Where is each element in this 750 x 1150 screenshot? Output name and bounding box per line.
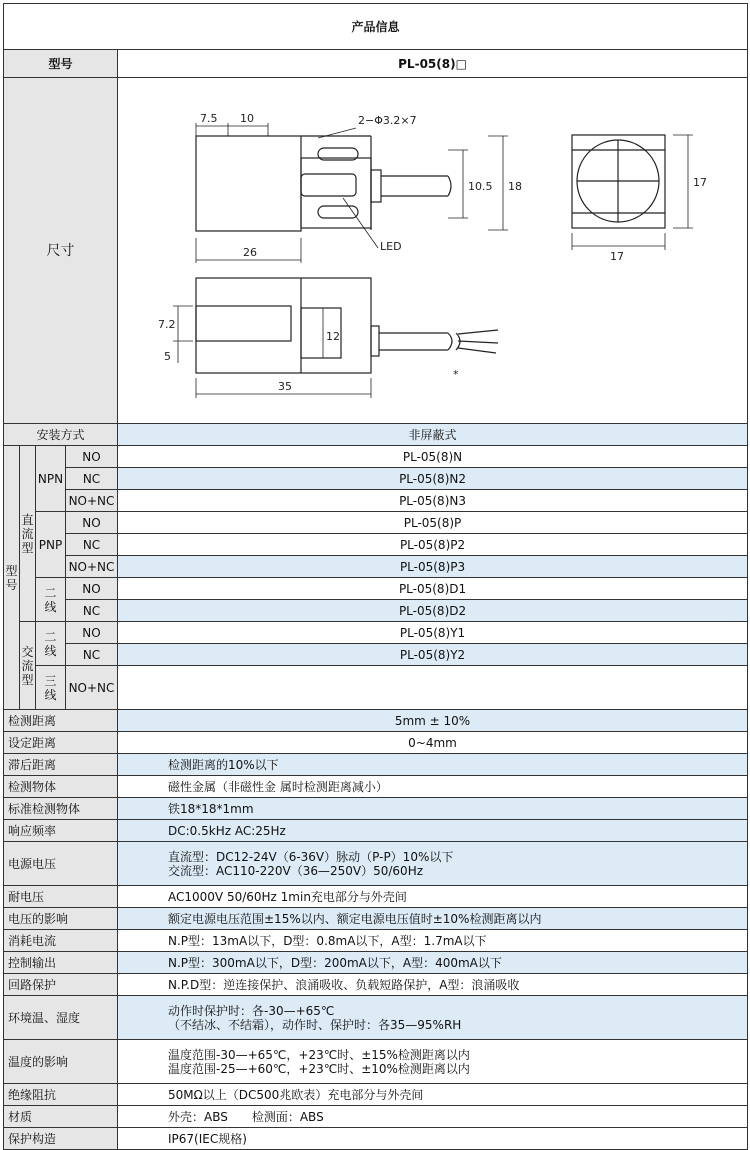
- npn-label: NPN: [36, 446, 66, 512]
- output-type: NO+NC: [66, 666, 118, 710]
- spec-value: [118, 710, 748, 732]
- spec-value-line: 0~4mm: [408, 735, 457, 750]
- spec-value-line: 直流型：DC12-24V（6-36V）脉动（P-P）10%以下: [168, 849, 454, 864]
- output-type: NC: [66, 534, 118, 556]
- dim-10-5: 10.5: [468, 180, 493, 193]
- spec-row: [4, 754, 748, 776]
- dim-17-h: 17: [693, 176, 707, 189]
- spec-row: [4, 820, 748, 842]
- output-type: NO+NC: [66, 490, 118, 512]
- model-number: PL-05(8)Y1: [118, 622, 748, 644]
- output-type: NO: [66, 446, 118, 468]
- spec-label: 回路保护: [4, 974, 118, 996]
- spec-value-line: DC:0.5kHz AC:25Hz: [168, 823, 286, 838]
- dim-18: 18: [508, 180, 522, 193]
- spec-value-line: 50MΩ以上（DC500兆欧表）充电部分与外壳间: [168, 1087, 424, 1102]
- spec-value: [118, 908, 748, 930]
- spec-value-line: 磁性金属（非磁性金 属时检测距离减小）: [168, 779, 388, 794]
- model-number: PL-05(8)D2: [118, 600, 748, 622]
- spec-label: 温度的影响: [4, 1040, 118, 1084]
- spec-label: 控制输出: [4, 952, 118, 974]
- spec-row: [4, 930, 748, 952]
- page-title: 产品信息: [4, 4, 748, 50]
- dimension-drawing: [118, 78, 748, 423]
- spec-value: [118, 820, 748, 842]
- spec-row: [4, 886, 748, 908]
- spec-value-line: 动作时保护时：各-30—+65℃: [168, 1003, 335, 1018]
- spec-value-line: （不结冰、不结霜），动作时、保护时：各35—95%RH: [168, 1017, 462, 1032]
- dim-7-2: 7.2: [158, 318, 176, 331]
- spec-row: [4, 1084, 748, 1106]
- model-number: PL-05(8)N2: [118, 468, 748, 490]
- spec-value-line: 铁18*18*1mm: [168, 801, 254, 816]
- output-type: NO: [66, 622, 118, 644]
- spec-label: 保护构造: [4, 1128, 118, 1150]
- spec-value-line: 交流型：AC110-220V（36—250V）50/60Hz: [168, 863, 424, 878]
- spec-value-line: N.P型：13mA以下，D型：0.8mA以下，A型：1.7mA以下: [168, 933, 487, 948]
- spec-value-line: 检测距离的10%以下: [168, 757, 279, 772]
- spec-value: [118, 952, 748, 974]
- spec-value: [118, 930, 748, 952]
- dim-5: 5: [164, 350, 171, 363]
- led-label: LED: [380, 240, 402, 253]
- ac-type-label: 交 流 型: [20, 622, 36, 710]
- ac-two-wire-label: 二 线: [36, 622, 66, 666]
- model-number: PL-05(8)Y2: [118, 644, 748, 666]
- dim-26: 26: [243, 246, 257, 259]
- output-type: NC: [66, 644, 118, 666]
- dim-7-5: 7.5: [200, 112, 218, 125]
- spec-label: 检测距离: [4, 710, 118, 732]
- spec-row: [4, 952, 748, 974]
- spec-label: 响应频率: [4, 820, 118, 842]
- spec-value: [118, 732, 748, 754]
- spec-label: 检测物体: [4, 776, 118, 798]
- model-number: PL-05(8)P2: [118, 534, 748, 556]
- dimension-label: 尺寸: [4, 78, 118, 424]
- spec-row: [4, 974, 748, 996]
- dc-type-label: 直 流 型: [20, 446, 36, 622]
- dim-12: 12: [326, 330, 340, 343]
- spec-row: [4, 996, 748, 1040]
- spec-label: 耐电压: [4, 886, 118, 908]
- dc-two-wire-label: 二 线: [36, 578, 66, 622]
- spec-row: [4, 1106, 748, 1128]
- ac-three-wire-label: 三 线: [36, 666, 66, 710]
- model-group-label: 型 号: [4, 446, 20, 710]
- spec-value-line: 温度范围-30—+65℃，+23℃时、±15%检测距离以内: [168, 1047, 470, 1062]
- spec-label: 电压的影响: [4, 908, 118, 930]
- spec-value: [118, 996, 748, 1040]
- spec-value: [118, 1106, 748, 1128]
- spec-table: [3, 3, 748, 1150]
- spec-value: [118, 798, 748, 820]
- spec-row: [4, 908, 748, 930]
- spec-value-line: 外壳：ABS 检测面：ABS: [168, 1109, 324, 1124]
- spec-value-line: 额定电源电压范围±15%以内、额定电源电压值时±10%检测距离以内: [168, 911, 542, 926]
- dim-hole: 2−Φ3.2×7: [358, 114, 417, 127]
- spec-value-line: AC1000V 50/60Hz 1min充电部分与外壳间: [168, 889, 407, 904]
- dimension-drawing-cell: [118, 78, 748, 424]
- spec-value: [118, 974, 748, 996]
- spec-label: 消耗电流: [4, 930, 118, 952]
- output-type: NC: [66, 468, 118, 490]
- spec-label: 标准检测物体: [4, 798, 118, 820]
- spec-row: [4, 842, 748, 886]
- output-type: NC: [66, 600, 118, 622]
- model-number: PL-05(8)P: [118, 512, 748, 534]
- output-type: NO: [66, 512, 118, 534]
- dim-17-w: 17: [610, 250, 624, 263]
- output-type: NO+NC: [66, 556, 118, 578]
- spec-row: [4, 776, 748, 798]
- spec-value: [118, 776, 748, 798]
- model-number: [118, 666, 748, 710]
- spec-value: [118, 1128, 748, 1150]
- install-label: 安装方式: [4, 424, 118, 446]
- model-value: PL-05(8)□: [118, 50, 748, 78]
- dim-10: 10: [240, 112, 254, 125]
- spec-row: [4, 798, 748, 820]
- spec-row: [4, 710, 748, 732]
- pnp-label: PNP: [36, 512, 66, 578]
- spec-value: [118, 842, 748, 886]
- output-type: NO: [66, 578, 118, 600]
- spec-value-line: 5mm ± 10%: [394, 713, 471, 728]
- spec-row: [4, 1040, 748, 1084]
- spec-value: [118, 1040, 748, 1084]
- spec-label: 滞后距离: [4, 754, 118, 776]
- dim-35: 35: [278, 380, 292, 393]
- spec-row: [4, 732, 748, 754]
- spec-label: 设定距离: [4, 732, 118, 754]
- spec-label: 电源电压: [4, 842, 118, 886]
- spec-value: [118, 754, 748, 776]
- spec-value-line: 温度范围-25—+60℃，+23℃时、±10%检测距离以内: [168, 1061, 470, 1076]
- spec-row: [4, 1128, 748, 1150]
- model-label: 型号: [4, 50, 118, 78]
- model-number: PL-05(8)N3: [118, 490, 748, 512]
- spec-value: [118, 1084, 748, 1106]
- model-number: PL-05(8)N: [118, 446, 748, 468]
- spec-label: 绝缘阻抗: [4, 1084, 118, 1106]
- cable-note: *: [453, 368, 459, 381]
- spec-value-line: IP67(IEC规格): [168, 1131, 247, 1146]
- model-number: PL-05(8)D1: [118, 578, 748, 600]
- spec-value-line: N.P型：300mA以下，D型：200mA以下，A型：400mA以下: [168, 955, 502, 970]
- install-value: 非屏蔽式: [118, 424, 748, 446]
- spec-value-line: N.P.D型：逆连接保护、浪涌吸收、负载短路保护，A型：浪涌吸收: [168, 977, 520, 992]
- spec-label: 材质: [4, 1106, 118, 1128]
- spec-value: [118, 886, 748, 908]
- spec-label: 环境温、湿度: [4, 996, 118, 1040]
- model-number: PL-05(8)P3: [118, 556, 748, 578]
